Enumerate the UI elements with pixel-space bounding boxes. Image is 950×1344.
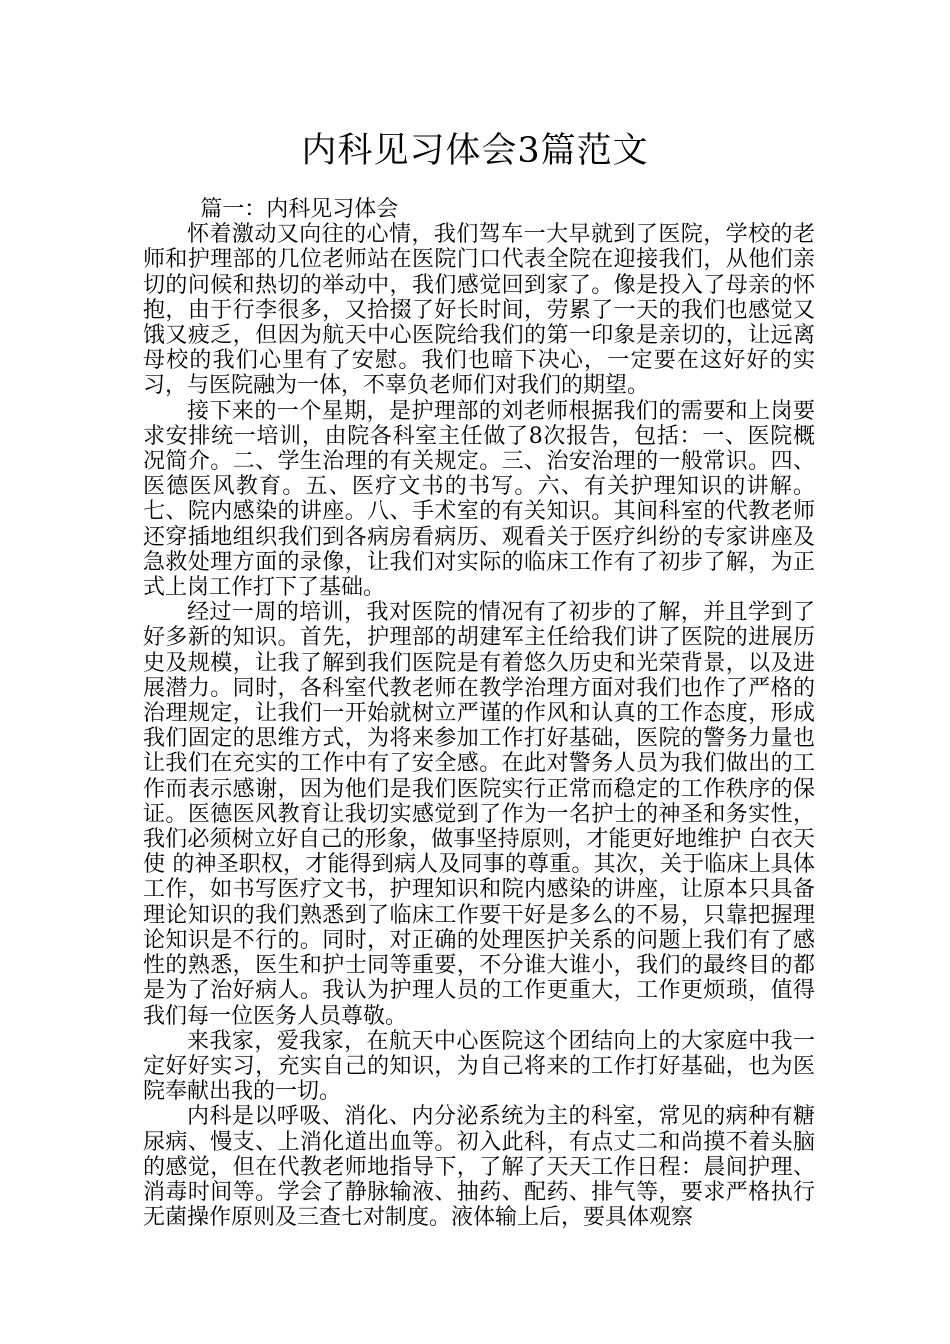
paragraph: 内科是以呼吸、消化、内分泌系统为主的科室，常见的病种有糖尿病、慢支、上消化道出血等。初入此科，有点丈二和尚摸不着头脑的感觉，但在代教老师地指导下，了解了天天工作日程：晨间护理、消毒时间等。学会了静脉输液、抽药、配药、排气等，要求严格执行无菌操作原则及三查七对制度。液体输上后，要具体观察: [143, 1104, 815, 1231]
section-heading: 篇一：内科见习体会: [200, 197, 399, 222]
paragraph: 怀着激动又向往的心情，我们驾车一大早就到了医院，学校的老师和护理部的几位老师站在医院门口代表全院在迎接我们，从他们亲切的问候和热切的举动中，我们感觉回到家了。像是投入了母亲的怀抱，由于行李很多，又拾掇了好长时间，劳累了一天的我们也感觉又饿又疲乏，但因为航天中心医院给我们的第一印象是亲切的，让远离母校的我们心里有了安慰。我们也暗下决心，一定要在这好好的实习，与医院融为一体，不辜负老师们对我们的期望。: [143, 222, 815, 399]
paragraph: 接下来的一个星期，是护理部的刘老师根据我们的需要和上岗要求安排统一培训，由院各科室主任做了8次报告，包括：一、医院概况简介。二、学生治理的有关规定。三、治安治理的一般常识。四、医德医风教育。五、医疗文书的书写。六、有关护理知识的讲解。七、院内感染的讲座。八、手术室的有关知识。其间科室的代教老师还穿插地组织我们到各病房看病历、观看关于医疗纠纷的专家讲座及急救处理方面的录像，让我们对实际的临床工作有了初步了解，为正式上岗工作打下了基础。: [143, 398, 815, 601]
paragraph: 来我家，爱我家，在航天中心医院这个团结向上的大家庭中我一定好好实习，充实自己的知识，为自己将来的工作打好基础，也为医院奉献出我的一切。: [143, 1028, 815, 1105]
document-body: [143, 197, 815, 1230]
paragraph: 经过一周的培训，我对医院的情况有了初步的了解，并且学到了好多新的知识。首先，护理部的胡建军主任给我们讲了医院的进展历史及规模，让我了解到我们医院是有着悠久历史和光荣背景，以及进展潜力。同时，各科室代教老师在教学治理方面对我们也作了严格的治理规定，让我们一开始就树立严谨的作风和认真的工作态度，形成我们固定的思维方式，为将来参加工作打好基础，医院的警务力量也让我们在充实的工作中有了安全感。在此对警务人员为我们做出的工作而表示感谢，因为他们是我们医院实行正常而稳定的工作秩序的保证。医德医风教育让我切实感觉到了作为一名护士的神圣和务实性，我们必须树立好自己的形象，做事坚持原则，才能更好地维护 白衣天使 的神圣职权，才能得到病人及同事的尊重。其次，关于临床上具体工作，如书写医疗文书，护理知识和院内感染的讲座，让原本只具备理论知识的我们熟悉到了临床工作要干好是多么的不易，只靠把握理论知识是不行的。同时，对正确的处理医护关系的问题上我们有了感性的熟悉，医生和护士同等重要，不分谁大谁小，我们的最终目的都是为了治好病人。我认为护理人员的工作更重大，工作更烦琐，值得我们每一位医务人员尊敬。: [143, 600, 815, 1029]
document-title: 内科见习体会3篇范文: [301, 131, 649, 171]
